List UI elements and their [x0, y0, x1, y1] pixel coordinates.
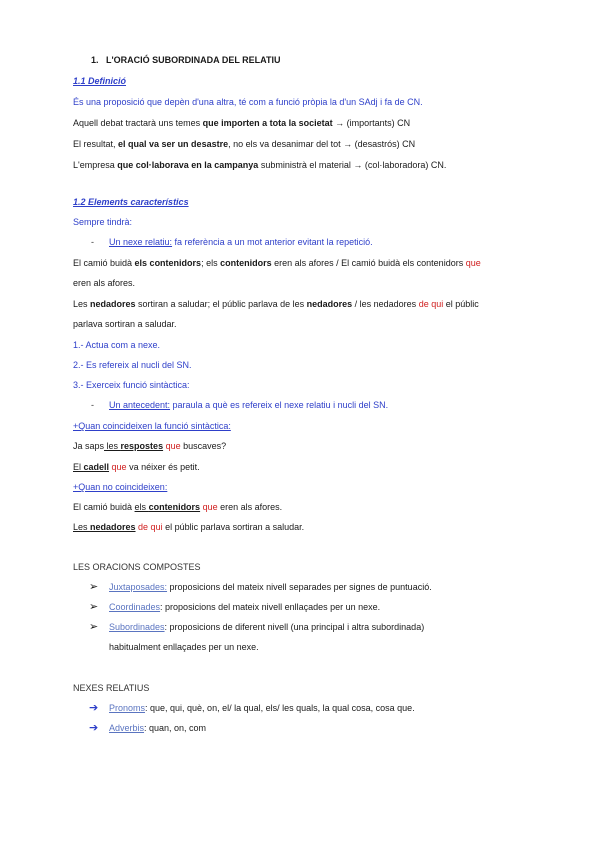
title-number: 1. — [91, 55, 99, 65]
list-item: Adverbis: quan, on, com — [109, 723, 207, 733]
example-8: El camió buidà els contenidors que eren als afores. — [73, 502, 283, 512]
example-6: Ja saps les respostes que buscaves? — [73, 441, 227, 451]
nexe-label: Un nexe relatiu: — [109, 237, 173, 247]
example-7: El cadell que va néixer és petit. — [73, 462, 200, 472]
coinc-heading: +Quan coincideixen la funció sintàctica: — [73, 421, 231, 431]
arrow-right-icon: ➔ — [89, 722, 99, 734]
juxtaposades-link[interactable]: Juxtaposades: — [109, 582, 168, 592]
always-text: Sempre tindrà: — [73, 217, 133, 227]
nocoinc-heading: +Quan no coincideixen: — [73, 482, 168, 492]
point-3: 3.- Exerceix funció sintàctica: — [73, 380, 190, 390]
list-item: Pronoms: que, qui, què, on, el/ la qual, els/ les quals, la qual cosa, cosa que. — [109, 703, 415, 713]
list-item-cont: habitualment enllaçades per un nexe. — [109, 642, 259, 652]
subordinades-link[interactable]: Subordinades — [109, 622, 165, 632]
section-heading-elements: 1.2 Elements característics — [73, 197, 189, 207]
point-2: 2.- Es refereix al nucli del SN. — [73, 360, 192, 370]
doc-title — [91, 54, 281, 66]
nexe-definition: Un nexe relatiu: fa referència a un mot anterior evitant la repetició. — [109, 237, 373, 247]
list-item: Subordinades: proposicions de diferent nivell (una principal i altra subordinada) — [109, 622, 425, 632]
example-5: Les nedadores sortiran a saludar; el públic parlava de les nedadores / les nedadores de qui el públic — [73, 299, 479, 309]
adverbis-link[interactable]: Adverbis — [109, 723, 145, 733]
coordinades-link[interactable]: Coordinades — [109, 602, 161, 612]
antecedent-definition: Un antecedent: paraula a què es refereix el nexe relatiu i nucli del SN. — [109, 400, 389, 410]
arrowhead-icon: ➢ — [89, 621, 99, 633]
arrowhead-icon: ➢ — [89, 581, 99, 593]
point-1: 1.- Actua com a nexe. — [73, 340, 161, 350]
list-item: Juxtaposades: proposicions del mateix nivell separades per signes de puntuació. — [109, 582, 432, 592]
example-1: Aquell debat tractarà uns temes que importen a tota la societat → (importants) CN — [73, 118, 411, 128]
nexes-heading: NEXES RELATIUS — [73, 683, 150, 693]
example-4: El camió buidà els contenidors; els contenidors eren als afores / El camió buidà els contenidors que — [73, 258, 481, 268]
dash-bullet: - — [91, 400, 94, 410]
pronoms-link[interactable]: Pronoms — [109, 703, 146, 713]
arrow-right-icon: ➔ — [89, 702, 99, 714]
example-9: Les nedadores de qui el públic parlava sortiran a saludar. — [73, 522, 305, 532]
definition-text: És una proposició que depèn d'una altra, té com a funció pròpia la d'un SAdj i fa de CN. — [73, 97, 423, 107]
example-2: El resultat, el qual va ser un desastre, no els va desanimar del tot → (desastrós) CN — [73, 139, 416, 149]
dash-bullet: - — [91, 237, 94, 247]
example-4-cont: eren als afores. — [73, 278, 136, 288]
list-item: Coordinades: proposicions del mateix nivell enllaçades per un nexe. — [109, 602, 381, 612]
antecedent-label: Un antecedent: — [109, 400, 171, 410]
example-5-cont: parlava sortiran a saludar. — [73, 319, 177, 329]
example-3: L'empresa que col·laborava en la campanya subministrà el material → (col·laboradora) CN. — [73, 160, 447, 170]
compostes-heading: LES ORACIONS COMPOSTES — [73, 562, 201, 572]
arrowhead-icon: ➢ — [89, 601, 99, 613]
section-heading-definicio: 1.1 Definició — [73, 76, 127, 86]
title-text: L'ORACIÓ SUBORDINADA DEL RELATIU — [106, 55, 281, 65]
